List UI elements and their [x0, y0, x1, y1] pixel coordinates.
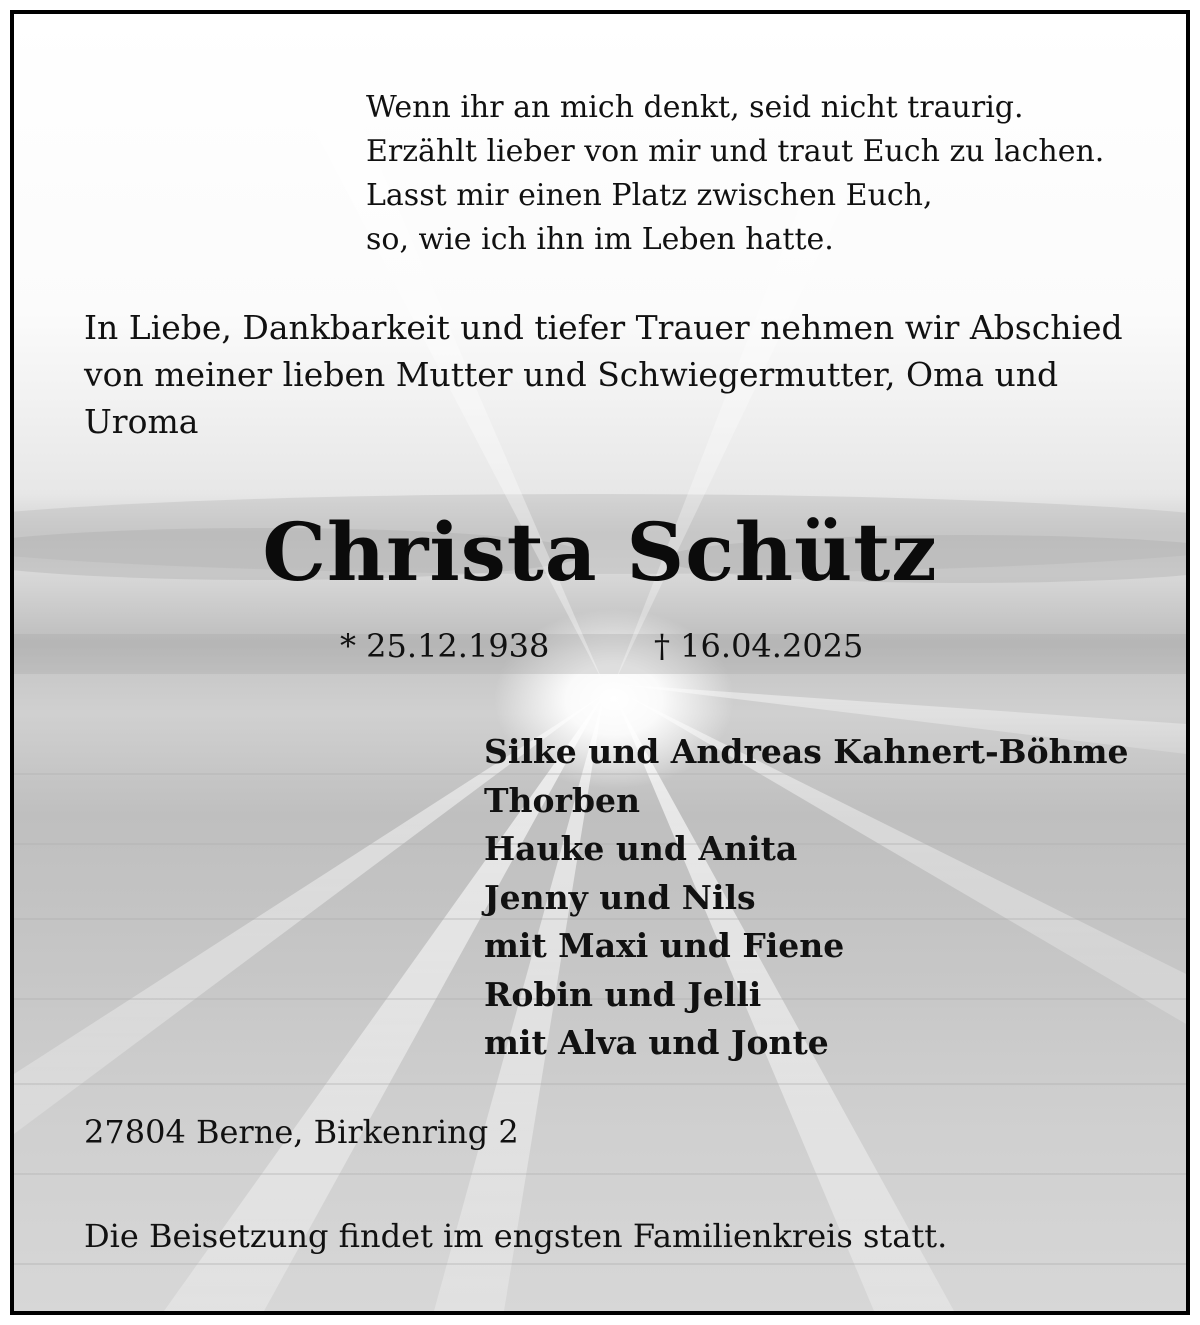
funeral-note: Die Beisetzung findet im engsten Familienkreis statt.: [84, 1217, 948, 1255]
family-signatures: [484, 728, 1174, 1068]
poem-line: Erzählt lieber von mir und traut Euch zu lachen.: [366, 134, 1105, 169]
poem: [366, 86, 1166, 262]
family-line: Hauke und Anita: [484, 829, 798, 868]
intro-text: [84, 304, 1144, 445]
poem-line: Wenn ihr an mich denkt, seid nicht traurig.: [366, 90, 1024, 125]
death-date: † 16.04.2025: [654, 627, 864, 665]
family-line: Silke und Andreas Kahnert-Böhme: [484, 732, 1129, 771]
intro-line: Uroma: [84, 402, 199, 441]
intro-line: von meiner lieben Mutter und Schwiegermutter, Oma und: [84, 355, 1059, 394]
deceased-name: Christa Schütz: [262, 505, 938, 599]
intro-line: In Liebe, Dankbarkeit und tiefer Trauer nehmen wir Abschied: [84, 308, 1123, 347]
address: 27804 Berne, Birkenring 2: [84, 1113, 519, 1151]
family-line: mit Alva und Jonte: [484, 1023, 829, 1062]
obituary-frame: [10, 10, 1190, 1315]
poem-line: so, wie ich ihn im Leben hatte.: [366, 222, 834, 257]
poem-line: Lasst mir einen Platz zwischen Euch,: [366, 178, 933, 213]
birth-date: * 25.12.1938: [340, 627, 550, 665]
family-line: mit Maxi und Fiene: [484, 926, 845, 965]
family-line: Thorben: [484, 780, 641, 820]
family-line: Jenny und Nils: [484, 877, 756, 917]
family-line: Robin und Jelli: [484, 974, 762, 1014]
